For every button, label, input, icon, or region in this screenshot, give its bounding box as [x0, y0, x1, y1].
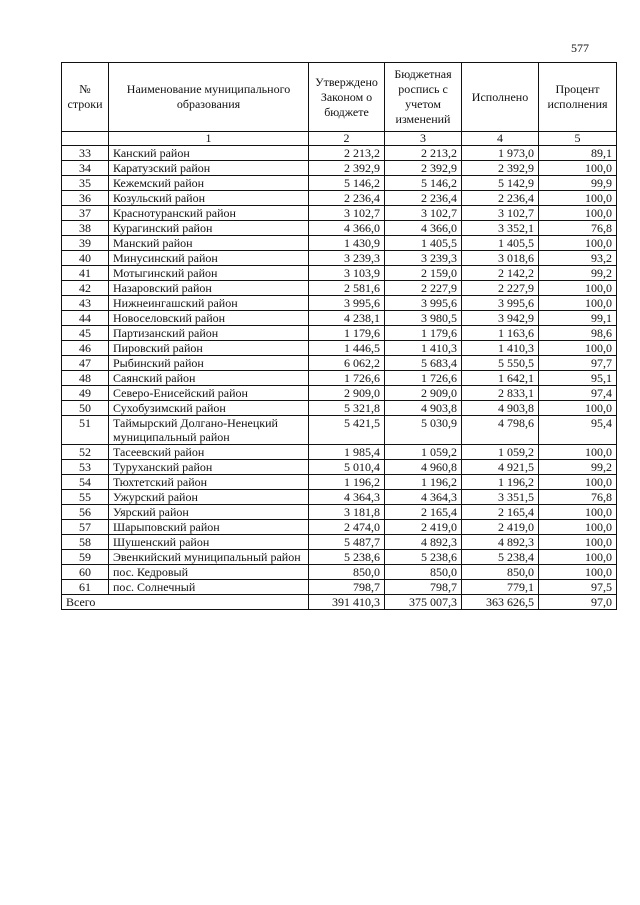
cell-budget-list: 4 366,0 — [385, 221, 462, 236]
cell-municipality-name: Таймырский Долгано-Ненецкий муниципальный район — [109, 416, 309, 445]
table-header-row — [62, 63, 617, 132]
table-row — [62, 445, 617, 460]
cell-executed: 4 903,8 — [462, 401, 539, 416]
cell-row-number: 47 — [62, 356, 109, 371]
cell-percent: 100,0 — [539, 401, 617, 416]
page-number: 577 — [571, 41, 589, 55]
cell-row-number: 55 — [62, 490, 109, 505]
cell-executed: 2 142,2 — [462, 266, 539, 281]
cell-percent: 100,0 — [539, 296, 617, 311]
cell-row-number: 56 — [62, 505, 109, 520]
cell-municipality-name: Ужурский район — [109, 490, 309, 505]
table-row — [62, 565, 617, 580]
cell-approved: 4 366,0 — [309, 221, 385, 236]
cell-approved: 850,0 — [309, 565, 385, 580]
cell-municipality-name: Козульский район — [109, 191, 309, 206]
cell-budget-list: 2 392,9 — [385, 161, 462, 176]
cell-municipality-name: Кежемский район — [109, 176, 309, 191]
cell-budget-list: 5 030,9 — [385, 416, 462, 445]
cell-row-number: 43 — [62, 296, 109, 311]
cell-approved: 2 474,0 — [309, 520, 385, 535]
cell-approved: 5 238,6 — [309, 550, 385, 565]
cell-municipality-name: Саянский район — [109, 371, 309, 386]
cell-row-number: 33 — [62, 146, 109, 161]
header-municipality-name: Наименование муниципального образования — [109, 63, 309, 132]
cell-municipality-name: Северо-Енисейский район — [109, 386, 309, 401]
cell-row-number: 40 — [62, 251, 109, 266]
table-row — [62, 281, 617, 296]
cell-percent: 100,0 — [539, 281, 617, 296]
table-row — [62, 460, 617, 475]
cell-municipality-name: Пировский район — [109, 341, 309, 356]
cell-percent: 89,1 — [539, 146, 617, 161]
cell-executed: 3 102,7 — [462, 206, 539, 221]
cell-row-number: 45 — [62, 326, 109, 341]
cell-municipality-name: Курагинский район — [109, 221, 309, 236]
table-row — [62, 176, 617, 191]
header-row-number: № строки — [62, 63, 109, 132]
cell-row-number: 44 — [62, 311, 109, 326]
cell-municipality-name: Каратузский район — [109, 161, 309, 176]
cell-row-number: 49 — [62, 386, 109, 401]
cell-approved: 798,7 — [309, 580, 385, 595]
table-row — [62, 505, 617, 520]
cell-row-number: 57 — [62, 520, 109, 535]
column-number: 1 — [109, 132, 309, 146]
cell-budget-list: 5 146,2 — [385, 176, 462, 191]
cell-percent: 97,4 — [539, 386, 617, 401]
column-number: 5 — [539, 132, 617, 146]
cell-municipality-name: Тасеевский район — [109, 445, 309, 460]
cell-row-number: 37 — [62, 206, 109, 221]
header-percent: Процент исполнения — [539, 63, 617, 132]
cell-approved: 2 581,6 — [309, 281, 385, 296]
cell-municipality-name: Минусинский район — [109, 251, 309, 266]
cell-approved: 4 238,1 — [309, 311, 385, 326]
cell-percent: 100,0 — [539, 191, 617, 206]
cell-row-number: 59 — [62, 550, 109, 565]
cell-percent: 99,9 — [539, 176, 617, 191]
cell-row-number: 42 — [62, 281, 109, 296]
cell-row-number: 34 — [62, 161, 109, 176]
cell-budget-list: 5 238,6 — [385, 550, 462, 565]
cell-executed: 1 163,6 — [462, 326, 539, 341]
cell-row-number: 41 — [62, 266, 109, 281]
header-approved: Утверждено Законом о бюджете — [309, 63, 385, 132]
cell-percent: 95,1 — [539, 371, 617, 386]
cell-executed: 5 550,5 — [462, 356, 539, 371]
cell-row-number: 38 — [62, 221, 109, 236]
cell-percent: 100,0 — [539, 535, 617, 550]
cell-row-number: 51 — [62, 416, 109, 445]
cell-approved: 3 103,9 — [309, 266, 385, 281]
cell-budget-list: 4 903,8 — [385, 401, 462, 416]
cell-row-number: 36 — [62, 191, 109, 206]
cell-budget-list: 2 419,0 — [385, 520, 462, 535]
cell-executed: 1 059,2 — [462, 445, 539, 460]
table-body — [62, 146, 617, 595]
cell-approved: 5 487,7 — [309, 535, 385, 550]
cell-approved: 3 181,8 — [309, 505, 385, 520]
cell-executed: 3 942,9 — [462, 311, 539, 326]
cell-approved: 5 421,5 — [309, 416, 385, 445]
cell-executed: 1 405,5 — [462, 236, 539, 251]
total-budget: 375 007,3 — [385, 595, 462, 610]
table-row — [62, 416, 617, 445]
cell-percent: 95,4 — [539, 416, 617, 445]
cell-approved: 6 062,2 — [309, 356, 385, 371]
cell-executed: 3 351,5 — [462, 490, 539, 505]
cell-municipality-name: Мотыгинский район — [109, 266, 309, 281]
cell-municipality-name: Тюхтетский район — [109, 475, 309, 490]
cell-municipality-name: Краснотуранский район — [109, 206, 309, 221]
cell-budget-list: 798,7 — [385, 580, 462, 595]
cell-approved: 3 239,3 — [309, 251, 385, 266]
cell-percent: 100,0 — [539, 520, 617, 535]
cell-budget-list: 4 892,3 — [385, 535, 462, 550]
cell-percent: 100,0 — [539, 206, 617, 221]
cell-executed: 4 921,5 — [462, 460, 539, 475]
cell-municipality-name: Рыбинский район — [109, 356, 309, 371]
cell-budget-list: 2 227,9 — [385, 281, 462, 296]
cell-percent: 97,5 — [539, 580, 617, 595]
cell-row-number: 60 — [62, 565, 109, 580]
cell-budget-list: 850,0 — [385, 565, 462, 580]
cell-row-number: 46 — [62, 341, 109, 356]
cell-municipality-name: Новоселовский район — [109, 311, 309, 326]
table-row — [62, 386, 617, 401]
cell-executed: 4 798,6 — [462, 416, 539, 445]
cell-executed: 2 419,0 — [462, 520, 539, 535]
cell-executed: 5 238,4 — [462, 550, 539, 565]
cell-budget-list: 1 726,6 — [385, 371, 462, 386]
cell-approved: 1 430,9 — [309, 236, 385, 251]
table-row — [62, 520, 617, 535]
total-row — [62, 595, 617, 610]
cell-percent: 99,2 — [539, 266, 617, 281]
cell-percent: 97,7 — [539, 356, 617, 371]
cell-municipality-name: Назаровский район — [109, 281, 309, 296]
cell-executed: 1 973,0 — [462, 146, 539, 161]
cell-municipality-name: Уярский район — [109, 505, 309, 520]
header-executed: Исполнено — [462, 63, 539, 132]
cell-budget-list: 4 364,3 — [385, 490, 462, 505]
table-row — [62, 296, 617, 311]
total-percent: 97,0 — [539, 595, 617, 610]
cell-municipality-name: Партизанский район — [109, 326, 309, 341]
cell-executed: 3 352,1 — [462, 221, 539, 236]
cell-row-number: 61 — [62, 580, 109, 595]
column-number: 2 — [309, 132, 385, 146]
cell-row-number: 35 — [62, 176, 109, 191]
cell-budget-list: 3 980,5 — [385, 311, 462, 326]
cell-approved: 3 102,7 — [309, 206, 385, 221]
table-row — [62, 535, 617, 550]
cell-percent: 100,0 — [539, 236, 617, 251]
cell-budget-list: 4 960,8 — [385, 460, 462, 475]
cell-budget-list: 1 410,3 — [385, 341, 462, 356]
cell-municipality-name: пос. Кедровый — [109, 565, 309, 580]
cell-row-number: 50 — [62, 401, 109, 416]
total-label: Всего — [62, 595, 309, 610]
table-row — [62, 550, 617, 565]
cell-approved: 2 236,4 — [309, 191, 385, 206]
table-row — [62, 371, 617, 386]
table-row — [62, 206, 617, 221]
cell-approved: 5 321,8 — [309, 401, 385, 416]
cell-executed: 4 892,3 — [462, 535, 539, 550]
cell-municipality-name: пос. Солнечный — [109, 580, 309, 595]
cell-approved: 5 146,2 — [309, 176, 385, 191]
cell-budget-list: 1 059,2 — [385, 445, 462, 460]
table-row — [62, 580, 617, 595]
cell-executed: 2 227,9 — [462, 281, 539, 296]
cell-percent: 99,1 — [539, 311, 617, 326]
budget-execution-table — [61, 62, 617, 610]
table-row — [62, 475, 617, 490]
cell-municipality-name: Туруханский район — [109, 460, 309, 475]
cell-percent: 76,8 — [539, 490, 617, 505]
table-row — [62, 341, 617, 356]
table-row — [62, 266, 617, 281]
cell-budget-list: 1 196,2 — [385, 475, 462, 490]
cell-budget-list: 2 236,4 — [385, 191, 462, 206]
cell-executed: 1 642,1 — [462, 371, 539, 386]
cell-approved: 1 985,4 — [309, 445, 385, 460]
cell-municipality-name: Шушенский район — [109, 535, 309, 550]
table-row — [62, 326, 617, 341]
cell-percent: 100,0 — [539, 550, 617, 565]
cell-budget-list: 3 239,3 — [385, 251, 462, 266]
cell-executed: 2 392,9 — [462, 161, 539, 176]
cell-approved: 1 446,5 — [309, 341, 385, 356]
cell-approved: 3 995,6 — [309, 296, 385, 311]
total-executed: 363 626,5 — [462, 595, 539, 610]
cell-budget-list: 2 165,4 — [385, 505, 462, 520]
cell-executed: 850,0 — [462, 565, 539, 580]
cell-row-number: 52 — [62, 445, 109, 460]
cell-executed: 1 410,3 — [462, 341, 539, 356]
cell-percent: 100,0 — [539, 445, 617, 460]
cell-municipality-name: Шарыповский район — [109, 520, 309, 535]
table-row — [62, 161, 617, 176]
cell-executed: 3 995,6 — [462, 296, 539, 311]
cell-percent: 100,0 — [539, 565, 617, 580]
cell-row-number: 58 — [62, 535, 109, 550]
cell-approved: 2 392,9 — [309, 161, 385, 176]
cell-executed: 2 833,1 — [462, 386, 539, 401]
cell-row-number: 53 — [62, 460, 109, 475]
cell-percent: 100,0 — [539, 475, 617, 490]
cell-approved: 1 179,6 — [309, 326, 385, 341]
cell-municipality-name: Канский район — [109, 146, 309, 161]
cell-executed: 2 236,4 — [462, 191, 539, 206]
cell-row-number: 39 — [62, 236, 109, 251]
cell-approved: 1 196,2 — [309, 475, 385, 490]
cell-budget-list: 2 159,0 — [385, 266, 462, 281]
cell-budget-list: 1 179,6 — [385, 326, 462, 341]
cell-municipality-name: Манский район — [109, 236, 309, 251]
table-row — [62, 311, 617, 326]
cell-approved: 1 726,6 — [309, 371, 385, 386]
cell-budget-list: 1 405,5 — [385, 236, 462, 251]
cell-executed: 779,1 — [462, 580, 539, 595]
cell-executed: 2 165,4 — [462, 505, 539, 520]
table-row — [62, 356, 617, 371]
table-row — [62, 490, 617, 505]
cell-approved: 2 909,0 — [309, 386, 385, 401]
table-row — [62, 236, 617, 251]
table-row — [62, 251, 617, 266]
cell-row-number: 48 — [62, 371, 109, 386]
cell-percent: 76,8 — [539, 221, 617, 236]
cell-approved: 2 213,2 — [309, 146, 385, 161]
cell-budget-list: 2 909,0 — [385, 386, 462, 401]
cell-executed: 1 196,2 — [462, 475, 539, 490]
column-number-blank — [62, 132, 109, 146]
column-number: 3 — [385, 132, 462, 146]
cell-budget-list: 2 213,2 — [385, 146, 462, 161]
cell-percent: 98,6 — [539, 326, 617, 341]
cell-executed: 5 142,9 — [462, 176, 539, 191]
table-row — [62, 191, 617, 206]
table-row — [62, 401, 617, 416]
header-budget-list: Бюджетная роспись с учетом изменений — [385, 63, 462, 132]
cell-budget-list: 5 683,4 — [385, 356, 462, 371]
column-number-row — [62, 132, 617, 146]
cell-municipality-name: Нижнеингашский район — [109, 296, 309, 311]
cell-municipality-name: Сухобузимский район — [109, 401, 309, 416]
cell-percent: 100,0 — [539, 341, 617, 356]
cell-percent: 100,0 — [539, 161, 617, 176]
cell-approved: 4 364,3 — [309, 490, 385, 505]
cell-percent: 100,0 — [539, 505, 617, 520]
table-row — [62, 146, 617, 161]
cell-budget-list: 3 995,6 — [385, 296, 462, 311]
cell-approved: 5 010,4 — [309, 460, 385, 475]
total-approved: 391 410,3 — [309, 595, 385, 610]
cell-percent: 99,2 — [539, 460, 617, 475]
cell-row-number: 54 — [62, 475, 109, 490]
table-row — [62, 221, 617, 236]
cell-percent: 93,2 — [539, 251, 617, 266]
cell-budget-list: 3 102,7 — [385, 206, 462, 221]
cell-executed: 3 018,6 — [462, 251, 539, 266]
cell-municipality-name: Эвенкийский муниципальный район — [109, 550, 309, 565]
column-number: 4 — [462, 132, 539, 146]
